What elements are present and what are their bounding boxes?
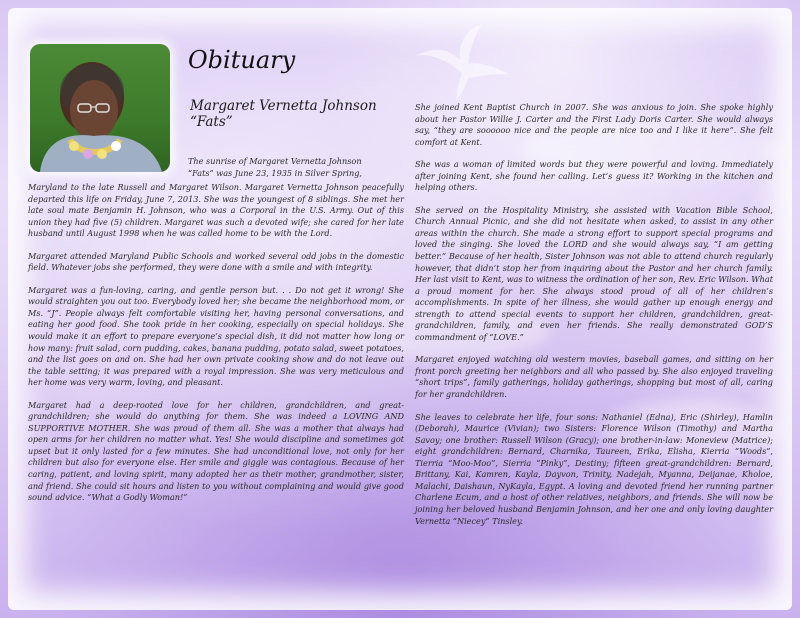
- intro-lines: [188, 156, 404, 179]
- church-paragraph: She joined Kent Baptist Church in 2007. She was anxious to join. She spoke highly about her Pastor Willie J. Carter and the First Lady Doris Carter. She would always say, “they are soooooo nice and the people are nice too and I like it here”. She felt comfort at Kent.: [415, 102, 773, 147]
- right-column: [415, 102, 773, 527]
- personality-paragraph: Margaret was a fun-loving, caring, and gentle person but. . . Do not get it wrong! She would straighten you out too. Everybody loved her; she became the neighborhood mom, or Ms. “J”. People always felt comfortable visiting her, having personal conversations, and eating her good food. She took pride in her cooking, especially on special holidays. She would make it an effort to prepare everyone’s special dish, it did not matter how long or how many: fruit salad, corn pudding, cakes, banana pudding, potato salad, sweet potatoes, and the list goes on and on. She had her own private cooking show and do not leave out the table setting; it was prepared with a royal impression. She was very meticulous and her home was very warm, loving, and pleasant.: [28, 284, 404, 388]
- calling-paragraph: She was a woman of limited words but they were powerful and loving. Immediately after joining Kent, she found her calling. Let’s guess it? Working in the kitchen and helping others.: [415, 159, 773, 193]
- portrait-image: [30, 44, 170, 172]
- survivors-paragraph: She leaves to celebrate her life, four sons: Nathaniel (Edna), Eric (Shirley), Hamlin (Deborah), Maurice (Vivian); two Sisters: Florence Wilson (Timothy) and Martha Savoy; one brother: Russell Wilson (Gracy); one brother-in-law: Moneview (Matrice); eight grandchildren: Bernard, Charnika, Taureen, Erika, Elisha, Kierria “Woods”, Tierria “Moo-Moo”, Sierria “Pinky”, Destiny; fifteen great-grandchildren: Bernard, Brittany, Kai, Kamren, Kayla, Dayvon, Trinity, Nadejah, Myanna, Deijanae, Kholoe, Malachi, Daishaun, NyKayla, Egypt. A loving and devoted friend her running partner Charlene Ecum, and a host of other relatives, neighbors, and friends. She will now be joining her beloved husband Benjamin Johnson, and her one and only loving daughter Vernetta “Niecey” Tinsley.: [415, 411, 773, 526]
- deceased-name: [190, 98, 410, 130]
- portrait-photo: [30, 44, 170, 172]
- page-title: Obituary: [188, 46, 296, 74]
- ministry-paragraph: She served on the Hospitality Ministry, she assisted with Vacation Bible School, Church Annual Picnic, and she did not hesitate when asked, to assist in any other areas within the church. She made a strong effort to support special programs and loved the singing. She loved the LORD and she would always say, “I am getting better.” Because of her health, Sister Johnson was not able to attend church regularly however, that didn’t stop her from inquiring about the Pastor and her church family. Her last visit to Kent, was to witness the ordination of her son, Rev. Eric Wilson. What a proud moment for her. She always stood proud of all of her children’s accomplishments. In spite of her illness, she would gather up enough energy and strength to attend special events to support her children, grandchildren, great-grandchildren, family, and even her friends. She really demonstrated GOD’S commandment of “LOVE.”: [415, 204, 773, 342]
- hobbies-paragraph: Margaret enjoyed watching old western movies, baseball games, and sitting on her front porch greeting her neighbors and all who passed by. She also enjoyed traveling “short trips”, family gatherings, holiday gatherings, shopping but most of all, caring for her grandchildren.: [415, 354, 773, 400]
- family-love-paragraph: Margaret had a deep-rooted love for her children, grandchildren, and great- grandchildren; she would do anything for them. She was indeed a LOVING AND SUPPORTIVE MOTHER. She was proud of them all. She was a mother that always had open arms for her children no matter what. Yes! She would discipline and sometimes got upset but it only lasted for a few minutes. She had unconditional love, not only for her children but also for everyone else. Her smile and giggle was contagious. Because of her caring, patient, and loving spirit, many adopted her as their mother, grandmother, sister, and friend. She could sit hours and listen to you without complaining and would give good sound advice. “What a Godly Woman!”: [28, 399, 404, 503]
- intro-line: The sunrise of Margaret Vernetta Johnson: [188, 156, 362, 166]
- full-name: Margaret Vernetta Johnson: [190, 98, 377, 114]
- nickname: “Fats”: [190, 114, 233, 130]
- biography-paragraph: Maryland to the late Russell and Margaret Wilson. Margaret Vernetta Johnson peacefully departed this life on Friday, June 7, 2013. She was the youngest of 8 siblings. She met her late soul mate Benjamin H. Johnson, who was a Corporal in the U.S. Army. Out of this union they had five (5) children. Margaret was such a devoted wife; she cared for her late husband until August 1998 when he was called home to be with the Lord.: [28, 182, 404, 239]
- dove-icon: [412, 22, 512, 102]
- left-column: [28, 182, 404, 504]
- education-paragraph: Margaret attended Maryland Public Schools and worked several odd jobs in the domestic field. Whatever jobs she performed, they were done with a smile and with integrity.: [28, 250, 404, 273]
- intro-line: “Fats” was June 23, 1935 in Silver Spring,: [188, 167, 362, 178]
